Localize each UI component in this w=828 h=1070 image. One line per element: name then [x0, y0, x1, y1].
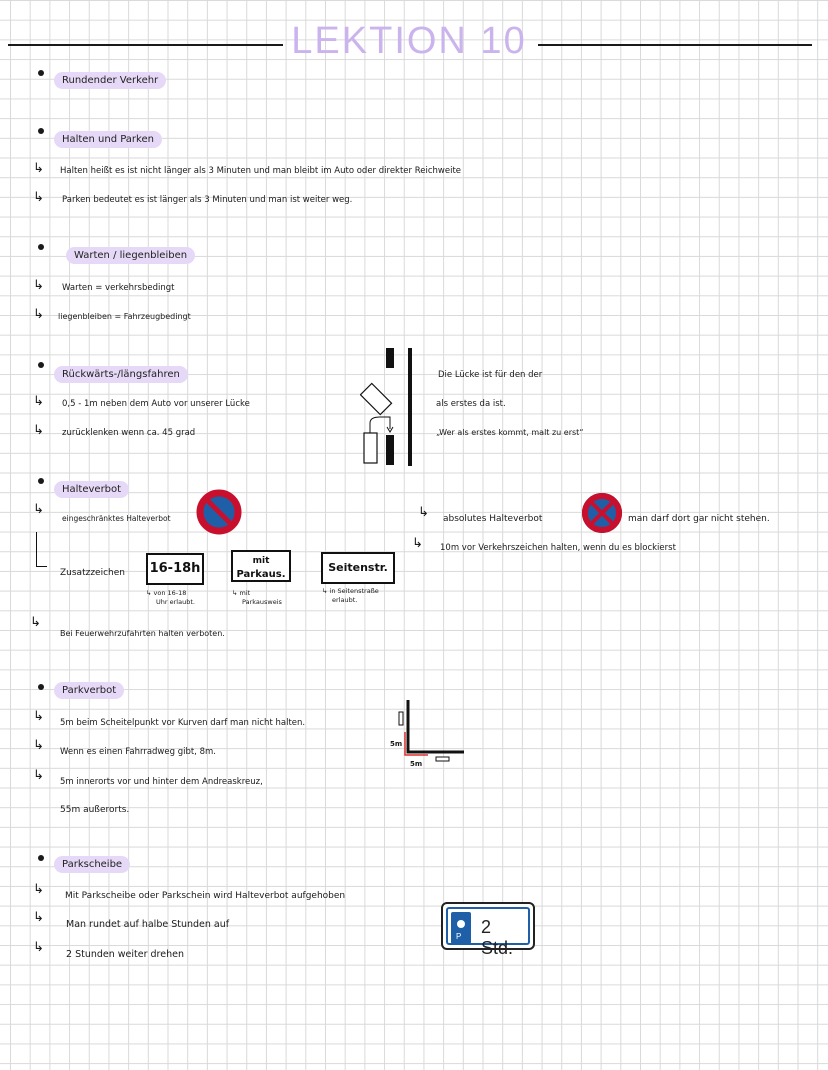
sign-caption	[322, 587, 379, 605]
zusatz-label: Zusatzzeichen	[60, 568, 125, 578]
text-line: eingeschränktes Halteverbot	[62, 514, 171, 523]
text-line: Parken bedeutet es ist länger als 3 Minuten und man ist weiter weg.	[62, 195, 353, 205]
caption-line: ↳ mit	[232, 589, 251, 597]
heading-halteverbot: Halteverbot	[54, 481, 129, 498]
parking-disc-icon	[451, 912, 471, 944]
sign-caption	[232, 589, 282, 607]
page-title: LEKTION 10	[291, 20, 527, 62]
arrow-icon: ↳	[33, 940, 44, 955]
heading-parkscheibe: Parkscheibe	[54, 856, 130, 873]
text-line: man darf dort gar nicht stehen.	[628, 514, 770, 524]
sign-text: Parkaus.	[236, 569, 286, 580]
text-line: Man rundet auf halbe Stunden auf	[66, 919, 230, 930]
text-line: 55m außerorts.	[60, 805, 130, 815]
arrow-icon: ↳	[33, 190, 44, 205]
arrow-icon: ↳	[33, 307, 44, 322]
arrow-icon: ↳	[412, 536, 423, 551]
heading-rollend: Rundender Verkehr	[54, 72, 166, 89]
bullet-icon	[38, 70, 44, 76]
sign-text: Seitenstr.	[328, 561, 388, 574]
diagram-label: 5m	[410, 760, 423, 768]
text-line: liegenbleiben = Fahrzeugbedingt	[58, 312, 191, 321]
title-rule-right	[538, 44, 812, 46]
arrow-icon: ↳	[33, 768, 44, 783]
heading-parkverbot: Parkverbot	[54, 682, 124, 699]
car-horizontal	[436, 757, 449, 761]
restricted-stopping-sign-icon	[195, 488, 243, 536]
text-line: Mit Parkscheibe oder Parkschein wird Halteverbot aufgehoben	[65, 891, 346, 901]
car-angled	[360, 383, 391, 414]
bullet-icon	[38, 128, 44, 134]
parking-letter: P	[456, 932, 462, 941]
car-parked	[364, 433, 377, 463]
arrow-icon: ↳	[33, 423, 44, 438]
curb-line	[408, 348, 412, 466]
parking-diagram	[360, 345, 420, 470]
disc-dial	[457, 920, 465, 928]
caption-line: ↳ von 16-18	[146, 589, 187, 597]
caption-line: Uhr erlaubt.	[156, 598, 195, 606]
curve-distance-diagram	[386, 696, 468, 770]
absolute-stopping-sign-icon	[580, 491, 624, 535]
text-line: Warten = verkehrsbedingt	[62, 283, 175, 293]
sign-border	[446, 907, 530, 958]
text-line: Wenn es einen Fahrradweg gibt, 8m.	[60, 747, 216, 757]
bullet-icon	[38, 684, 44, 690]
arrow-icon: ↳	[33, 278, 44, 293]
text-line: als erstes da ist.	[436, 399, 506, 409]
text-line: Halten heißt es ist nicht länger als 3 Minuten und man bleibt im Auto oder direkter Reichweite	[60, 166, 462, 176]
caption-line: erlaubt.	[332, 596, 358, 604]
lane-marking	[386, 348, 394, 368]
arrow-icon: ↳	[33, 394, 44, 409]
caption-line: Parkausweis	[242, 598, 282, 606]
car-vertical	[399, 712, 403, 725]
sign-text: mit	[252, 556, 270, 566]
curb-corner	[408, 700, 464, 752]
bullet-icon	[38, 478, 44, 484]
heading-rueckwaerts: Rückwärts-/längsfahren	[54, 366, 188, 383]
arrow-icon: ↳	[33, 910, 44, 925]
supplementary-sign	[231, 550, 291, 582]
bullet-icon	[38, 855, 44, 861]
heading-warten: Warten / liegenbleiben	[66, 247, 195, 264]
bullet-icon	[38, 244, 44, 250]
arrow-icon: ↳	[418, 505, 429, 520]
arrow-icon: ↳	[33, 709, 44, 724]
title-rule-left	[8, 44, 283, 46]
path-arrow	[370, 417, 390, 433]
bullet-icon	[38, 362, 44, 368]
text-line: zurücklenken wenn ca. 45 grad	[62, 428, 196, 438]
bracket-arrow-icon	[36, 532, 47, 567]
arrow-icon: ↳	[30, 615, 41, 630]
sign-text: 16-18h	[149, 561, 201, 576]
text-line: absolutes Halteverbot	[443, 514, 543, 524]
text-line: Die Lücke ist für den der	[438, 370, 543, 380]
text-line: 0,5 - 1m neben dem Auto vor unserer Lücke	[62, 399, 250, 409]
sign-caption	[146, 589, 195, 607]
arrow-icon: ↳	[33, 161, 44, 176]
text-line: 5m beim Scheitelpunkt vor Kurven darf man nicht halten.	[60, 718, 306, 728]
arrow-icon: ↳	[33, 502, 44, 517]
text-line: 2 Stunden weiter drehen	[66, 949, 184, 960]
parking-disc-sign	[441, 902, 535, 958]
arrow-icon: ↳	[33, 882, 44, 897]
text-line: 5m innerorts vor und hinter dem Andreaskreuz,	[60, 777, 263, 787]
sign-duration: 2 Std.	[481, 917, 514, 958]
text-line: 10m vor Verkehrszeichen halten, wenn du es blockierst	[440, 543, 676, 553]
supplementary-sign	[321, 552, 395, 584]
caption-line: ↳ in Seitenstraße	[322, 587, 379, 595]
lane-marking	[386, 435, 394, 465]
text-line: Bei Feuerwehrzufahrten halten verboten.	[60, 629, 225, 638]
text-line: „Wer als erstes kommt, malt zu erst“	[436, 428, 584, 437]
heading-halten-parken: Halten und Parken	[54, 131, 162, 148]
supplementary-sign	[146, 553, 204, 585]
diagram-label: 5m	[390, 740, 403, 748]
arrow-icon: ↳	[33, 738, 44, 753]
